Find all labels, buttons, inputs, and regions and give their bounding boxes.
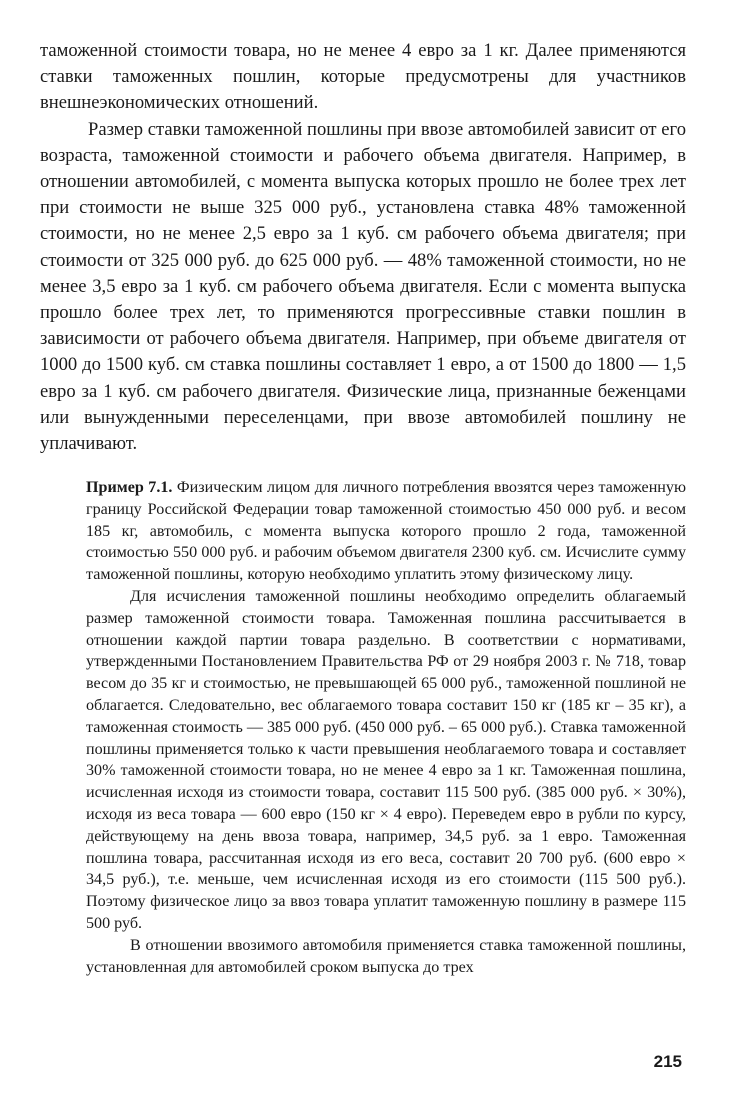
example-statement-text: Физическим лицом для личного потребления ввозятся через таможенную границу Российской Федерации товар таможенной стоимостью 450 000 руб. и весом 185 кг, автомобиль, с момента выпуска которого прошло 2 года, таможенной стоимостью 550 000 руб. и рабочим объемом двигателя 2300 куб. см. Исчислите сумму таможенной пошлины, которую необходимо уплатить этому физическому лицу.: [86, 479, 686, 584]
page-number: 215: [653, 1052, 682, 1071]
example-block: [86, 477, 686, 978]
example-continuation: В отношении ввозимого автомобиля применяется ставка таможенной пошлины, установленная для автомобилей сроком выпуска до трех: [86, 936, 686, 976]
example-statement: [86, 477, 686, 586]
example-label: Пример 7.1.: [86, 479, 173, 496]
main-body-text: [40, 38, 686, 457]
paragraph-continuation: таможенной стоимости товара, но не менее 4 евро за 1 кг. Далее применяются ставки таможенных пошлин, которые предусмотрены для участников внешнеэкономических отношений.: [40, 40, 686, 114]
example-solution: Для исчисления таможенной пошлины необходимо определить облагаемый размер таможенной стоимости товара. Таможенная пошлина рассчитывается в отношении каждой партии товара раздельно. В соответствии с нормативами, утвержденными Постановлением Правительства РФ от 29 ноября 2003 г. № 718, товар весом до 35 кг и стоимостью, не превышающей 65 000 руб., таможенной пошлиной не облагается. Следовательно, вес облагаемого товара составит 150 кг (185 кг – 35 кг), а таможенная стоимость — 385 000 руб. (450 000 руб. – 65 000 руб.). Ставка таможенной пошлины применяется только к части превышения необлагаемого товара и составляет 30% таможенной стоимости товара, но не менее 4 евро за 1 кг. Таможенная пошлина, исчисленная исходя из стоимости товара, составит 115 500 руб. (385 000 руб. × 30%), исходя из веса товара — 600 евро (150 кг × 4 евро). Переведем евро в рубли по курсу, действующему на день ввоза товара, например, 34,5 руб. за 1 евро. Таможенная пошлина товара, рассчитанная исходя из его веса, составит 20 700 руб. (600 евро × 34,5 руб.), т.е. меньше, чем исчисленная исходя из его стоимости (115 500 руб.). Поэтому физическое лицо за ввоз товара уплатит таможенную пошлину в размере 115 500 руб.: [86, 587, 686, 932]
paragraph-car-duty-rates: Размер ставки таможенной пошлины при ввозе автомобилей зависит от его возраста, таможенной стоимости и рабочего объема двигателя. Например, в отношении автомобилей, с момента выпуска которых прошло не более трех лет при стоимости не выше 325 000 руб., установлена ставка 48% таможенной стоимости, но не менее 2,5 евро за 1 куб. см рабочего объема двигателя; при стоимости от 325 000 руб. до 625 000 руб. — 48% таможенной стоимости, но не менее 3,5 евро за 1 куб. см рабочего объема двигателя. Если с момента выпуска прошло более трех лет, то применяются прогрессивные ставки пошлин в зависимости от рабочего объема двигателя. Например, при объеме двигателя от 1000 до 1500 куб. см ставка пошлины составляет 1 евро, а от 1500 до 1800 — 1,5 евро за 1 куб. см рабочего двигателя. Физические лица, признанные беженцами или вынужденными переселенцами, при ввозе автомобилей пошлину не уплачивают.: [40, 118, 686, 455]
